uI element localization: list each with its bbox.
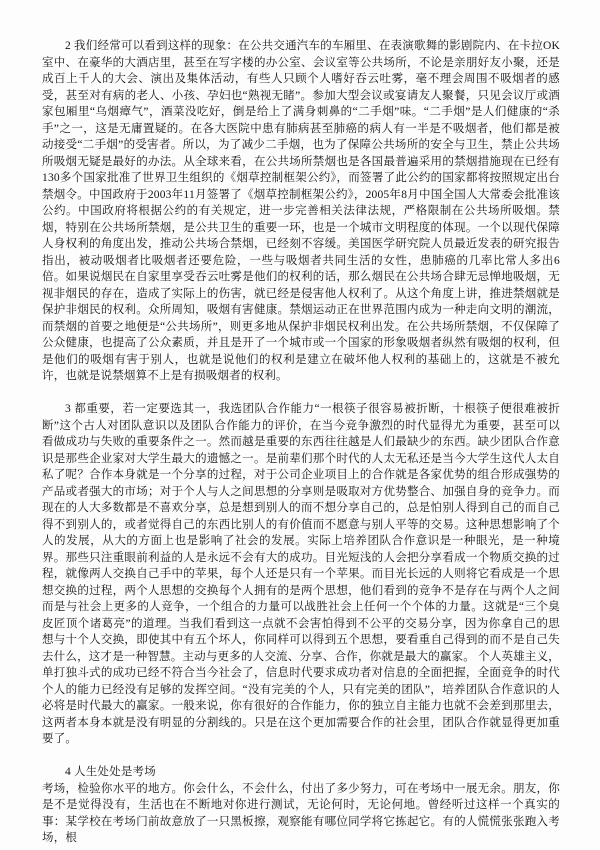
paragraph-3: 3 都重要，若一定要选其一，我选团队合作能力“一根筷子很容易被折断，十根筷子便很难被折断”这个古人对团队意识以及团队合作能力的评价，在当今竞争激烈的时代显得尤为重要，甚至可以看做成功与失败的重要条件之一。然而越是重要的东西往往越是人们最缺少的东西。缺少团队合作意识是那些企业家对大学生最大的遗憾之一。是前辈们那个时代的人太无私还是当今大学生这代人太自私了呢？合作本身就是一个分享的过程，对于公司企业项目上的合作就是各家优势的组合形成强势的产品或者强大的市场；对于个人与人之间思想的分享则是吸取对方优势整合、加强自身的竞争力。而现在的人大多数都是不喜欢分享，总是想到别人的而不想分享自己的，总是怕别人得到自己的而自己得不到别人的，或者觉得自己的东西比别人的有价值而不愿意与别人平等的交易。这种思想影响了个人的发展，从大的方面上也是影响了社会的发展。实际上培养团队合作意识是一种眼光，是一种境界。那些只注重眼前利益的人是永远不会有大的成功。目光短浅的人会把分享看成一个物质交换的过程，就像两人交换自己手中的苹果，每个人还是只有一个苹果。而目光长远的人则将它看成是一个思想交换的过程，两个人思想的交换每个人拥有的是两个思想，他们看到的竞争不是存在与两个人之间而是与社会上更多的人竞争，一个组合的力量可以战胜社会上任何一个个体的力量。这就是“三个臭皮匠顶个诸葛亮”的道理。当我们看到这一点就不会害怕得到不公平的交易分享，因为你拿自己的思想与十个人交换，即使其中有五个坏人，你同样可以得到五个思想，要看重自己得到的而不是自己失去什么，这才是一种智慧。主动与更多的人交流、分享、合作，你就是最大的赢家。 个人英雄主义，单打独斗式的成功已经不符合当今社会了，信息时代要求成功者对信息的全面把握，全面竞争的时代个人的能力已经没有足够的发挥空间。“没有完美的个人，只有完美的团队”，培养团队合作意识的人必将是时代最大的赢家。一般来说，你有很好的合作能力，你的独立自主能力也就不会差到那里去，这两者本身本就是没有明显的分割线的。只是在这个更加需要合作的社会里，团队合作就显得更加重要了。 <box>42 403 560 745</box>
paragraph-4-heading: 4 人生处处是考场 <box>65 766 156 778</box>
paragraph-4-body: 考场，检验你水平的地方。你会什么，不会什么，付出了多少努力，可在考场中一展无余。朋友，你是不是觉得没有，生活也在不断地对你进行测试，无论何时，无论何地。曾经听过这样一个真实的事：某学校在考场门前故意放了一只黑板擦，观察能有哪位同学将它拣起它。有的人慌慌张张跑入考场，根 <box>42 782 560 844</box>
paragraph-2: 2 我们经常可以看到这样的现象：在公共交通汽车的车厢里、在表演歌舞的影剧院内、在卡拉OK室中、在豪华的大酒店里，甚至在写字楼的办公室、会议室等公共场所，不论是亲朋好友小聚，还是成百上千人的大会、演出及集体活动，有些人只顾个人嗜好吞云吐雾，毫不理会周围不吸烟者的感受，甚至对有病的老人、小孩、孕妇也“熟视无睹”。参加大型会议或宴请友人聚餐，只见会议厅或酒家包厢里“乌烟瘴气”，酒菜没吃好，倒是给上了满身刺鼻的“二手烟”味。“二手烟”是人们健康的“杀手”之一，这是无庸置疑的。在各大医院中患有肺病甚至肺癌的病人有一半是不吸烟者，他们都是被动接受“二手烟”的受害者。所以，为了减少二手烟，也为了保障公共场所的安全与卫生，禁止公共场所吸烟无疑是最好的办法。从全球来看，在公共场所禁烟也是各国最普遍采用的禁烟措施现在已经有130多个国家批准了世界卫生组织的《烟草控制框架公约》，而签署了此公约的国家都将按照规定出台禁烟令。中国政府于2003年11月签署了《烟草控制框架公约》，2005年8月中国全国人大常委会批准该公约。中国政府将根据公约的有关规定，进一步完善相关法律法规，严格限制在公共场所吸烟。禁烟，特别在公共场所禁烟，是公共卫生的重要一环，也是一个城市文明程度的体现。一个以现代保障人身权利的角度出发，推动公共场合禁烟，已经刻不容缓。美国医学研究院人员最近发表的研究报告指出，被动吸烟者比吸烟者还要危险，一些与吸烟者共同生活的女性，患肺癌的几率比常人多出6倍。如果说烟民在自家里享受吞云吐雾是他们的权利的话，那么烟民在公共场合肆无忌惮地吸烟，无视非烟民的存在，造成了实际上的伤害，就已经是侵害他人权利了。从这个角度上讲，推进禁烟就是保护非烟民的权利。众所周知，吸烟有害健康。禁烟运动正在世界范围内成为一种走向文明的潮流，而禁烟的首要之地便是“公共场所”，则更多地从保护非烟民权利出发。在公共场所禁烟，不仅保障了公众健康，也提高了公众素质，并且是开了一个城市或一个国家的形象吸烟者纵然有吸烟的权利，但是他们的吸烟有害于别人，也就是说他们的权利是建立在破坏他人权利的基础上的，这就是不被允许，也就是说禁烟算不上是有损吸烟者的权利。 <box>42 40 560 382</box>
